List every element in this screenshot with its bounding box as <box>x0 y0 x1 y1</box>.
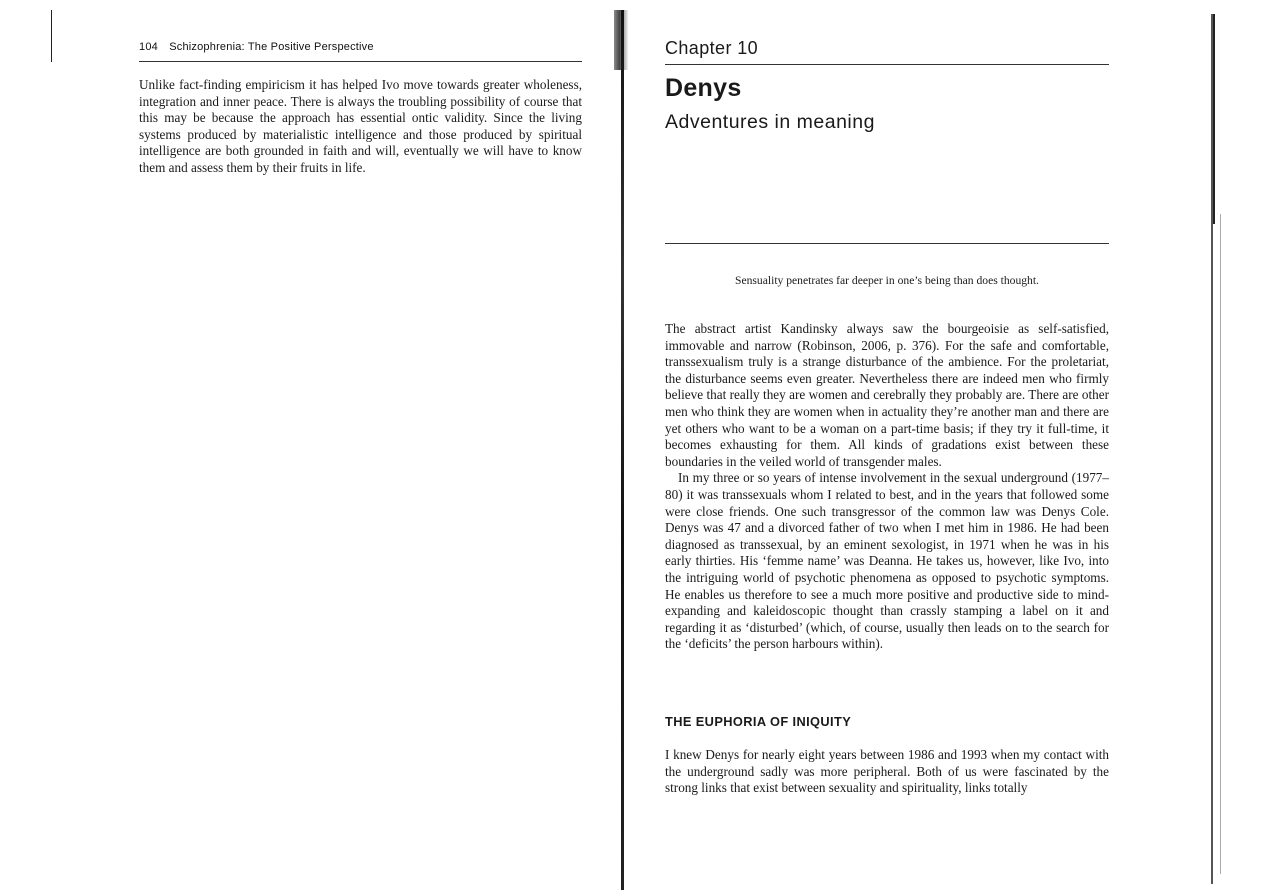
body-paragraph: The abstract artist Kandinsky always saw the bourgeoisie as self-satisfied, immovable and narrow (Robinson, 2006, p. 376). For the safe and comfortable, transsexualism truly is a strange disturbance of the ambience. For the proletariat, the disturbance seems even greater. Nevertheless there are indeed men who firmly believe that really they are women and cerebrally they probably are. There are other men who think they are women when in actuality they’re another man and there are yet others who want to be a woman on a part-time basis; if they try it full-time, it becomes exhausting for them. All kinds of gradations exist between these boundaries in the veiled world of transgender males. <box>665 321 1109 469</box>
page-edge-right <box>1206 14 1228 884</box>
book-gutter <box>604 10 648 890</box>
scan-edge-mark <box>51 10 52 62</box>
page-number: 104 <box>139 41 158 53</box>
section-paragraph: I knew Denys for nearly eight years between 1986 and 1993 when my contact with the underground sadly was more peripheral. Both of us were fascinated by the strong links that exist between sexuality and spirituality, links totally <box>665 747 1109 796</box>
running-head <box>139 41 374 53</box>
chapter-rule-top <box>665 64 1109 65</box>
left-paragraph: Unlike fact-finding empiricism it has helped Ivo move towards greater wholeness, integration and inner peace. There is always the troubling possibility of course that this may be because the approach has essential ontic validity. Since the living systems produced by materialistic intelligence and those produced by spiritual intelligence are both grounded in faith and will, eventually we will have to know them and assess them by their fruits in life. <box>139 77 582 175</box>
chapter-title: Denys <box>665 74 742 102</box>
section-body <box>665 747 1109 797</box>
chapter-rule-bottom <box>665 243 1109 244</box>
body-paragraph: In my three or so years of intense involvement in the sexual underground (1977–80) it was transsexuals whom I related to best, and in the years that followed some were close friends. One such transgressor of the common law was Denys Cole. Denys was 47 and a divorced father of two when I met him in 1986. He had been diagnosed as transsexual, by an eminent sexologist, in 1971 when he was in his early thirties. His ‘femme name’ was Deanna. He takes us, however, like Ivo, into the intriguing world of psychotic phenomena as opposed to psychotic symptoms. He enables us therefore to see a much more positive and productive side to mind-expanding and kaleidoscopic thought than crassly stamping a label on it and regarding it as ‘disturbed’ (which, of course, usually then leads on to the search for the ‘deficits’ the person harbours within). <box>665 470 1109 652</box>
page-edge-faint <box>1220 214 1221 874</box>
chapter-label: Chapter 10 <box>665 38 759 58</box>
header-rule <box>139 61 582 62</box>
left-page-text <box>139 77 582 177</box>
chapter-subtitle: Adventures in meaning <box>665 111 875 133</box>
chapter-body <box>665 321 1109 653</box>
epigraph: Sensuality penetrates far deeper in one’s being than does thought. <box>735 274 1039 287</box>
gutter-spine <box>621 10 624 890</box>
section-heading: THE EUPHORIA OF INIQUITY <box>665 714 852 729</box>
running-head-title: Schizophrenia: The Positive Perspective <box>169 41 374 53</box>
page-edge-line <box>1211 14 1213 884</box>
